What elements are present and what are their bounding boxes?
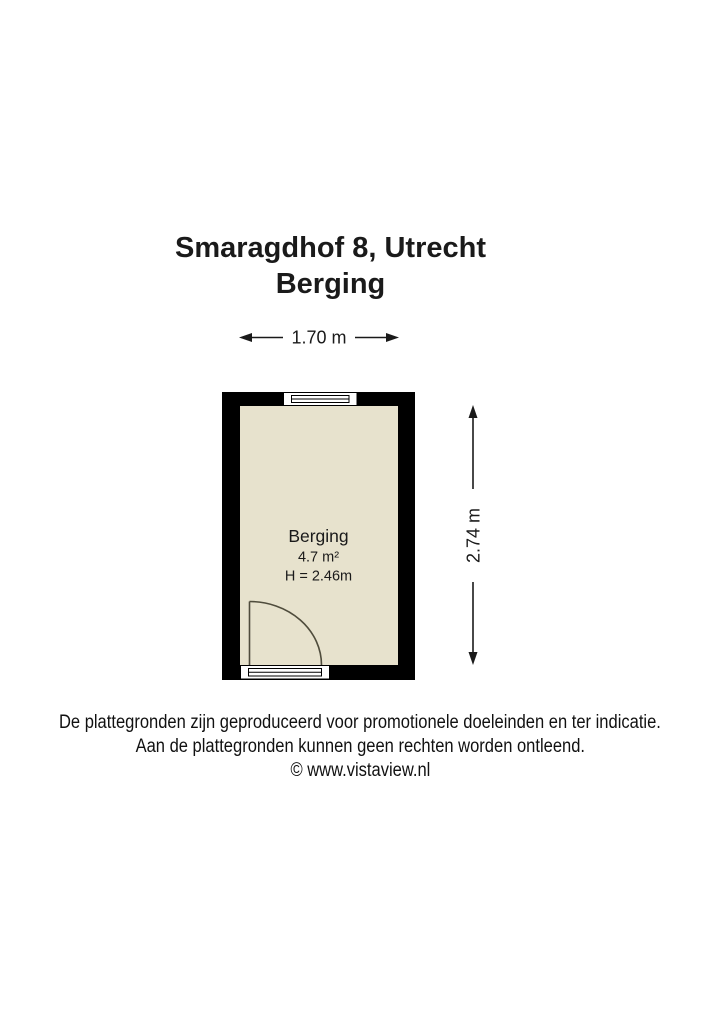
plan-title-room: Berging: [275, 268, 386, 300]
room-ceiling-height-label: H = 2.46m: [284, 568, 353, 585]
disclaimer-line-2: Aan de plattegronden kunnen geen rechten worden ontleend.: [135, 736, 585, 757]
disclaimer-line-1: De plattegronden zijn geproduceerd voor promotionele doeleinden en ter indicatie.: [59, 712, 661, 733]
height-dim-arrowhead-top: [469, 405, 478, 418]
entry-door-opening: [241, 666, 330, 680]
footer-disclaimer: [0, 711, 720, 783]
height-dim-arrowhead-bottom: [469, 652, 478, 665]
height-dimension: [464, 405, 484, 665]
copyright-line: © www.vistaview.nl: [290, 760, 430, 781]
height-dimension-label: 2.74 m: [463, 507, 484, 564]
width-dim-arrowhead-right: [386, 333, 399, 342]
room-area-label: 4.7 m²: [297, 549, 340, 566]
top-window: [284, 393, 358, 406]
width-dimension: [239, 328, 399, 348]
room-name-label: Berging: [288, 526, 349, 546]
width-dim-arrowhead-left: [239, 333, 252, 342]
plan-title-address: Smaragdhof 8, Utrecht: [175, 232, 486, 264]
width-dimension-label: 1.70 m: [291, 327, 347, 348]
